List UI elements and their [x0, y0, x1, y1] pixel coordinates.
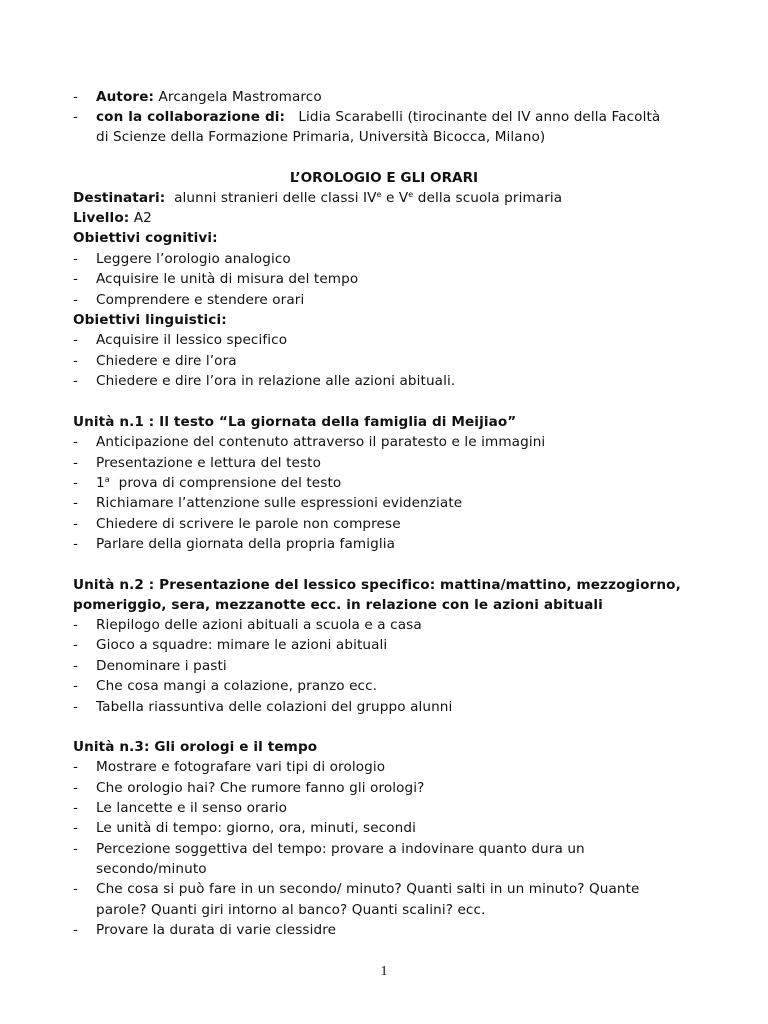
- heading-text: Unità n.3: Gli orologi e il tempo: [73, 739, 318, 755]
- destinatari-text: e V: [381, 190, 409, 206]
- list-item-cont: parole? Quanti giri intorno al banco? Quanti scalini? ecc.: [96, 902, 486, 918]
- heading-text: Obiettivi cognitivi:: [73, 230, 218, 246]
- section-heading: [73, 228, 218, 248]
- section-heading: [73, 412, 516, 432]
- bullet: -: [73, 800, 78, 816]
- collab-text-cont: di Scienze della Formazione Primaria, Università Bicocca, Milano): [96, 129, 546, 145]
- list-item: Gioco a squadre: mimare le azioni abituali: [96, 637, 388, 653]
- heading-text: Unità n.1 : Il testo “La giornata della famiglia di Meijiao”: [73, 414, 517, 430]
- author-label: Autore:: [96, 89, 155, 105]
- superscript: e: [376, 190, 382, 199]
- page-number: 1: [380, 964, 388, 979]
- destinatari-text: alunni stranieri delle classi IV: [174, 190, 377, 206]
- bullet: -: [73, 699, 78, 715]
- bullet: -: [73, 678, 78, 694]
- bullet: -: [73, 271, 78, 287]
- list-item: Percezione soggettiva del tempo: provare a indovinare quanto dura un: [96, 841, 585, 857]
- destinatari-label: Destinatari:: [73, 190, 166, 206]
- bullet: -: [73, 759, 78, 775]
- collab-line: [96, 107, 660, 127]
- bullet: -: [73, 658, 78, 674]
- list-item: Che cosa si può fare in un secondo/ minuto? Quanti salti in un minuto? Quante: [96, 881, 640, 897]
- livello-line: [73, 208, 152, 228]
- list-item: Denominare i pasti: [96, 658, 227, 674]
- collab-text: Lidia Scarabelli (tirocinante del IV anno della Facoltà: [298, 109, 661, 125]
- destinatari-text: della scuola primaria: [413, 190, 563, 206]
- list-item: Riepilogo delle azioni abituali a scuola e a casa: [96, 617, 422, 633]
- list-item-text: prova di comprensione del testo: [118, 475, 342, 491]
- superscript: e: [408, 190, 414, 199]
- destinatari-line: [73, 188, 562, 208]
- document-title: L’OROLOGIO E GLI ORARI: [289, 170, 479, 186]
- list-item: Richiamare l’attenzione sulle espressioni evidenziate: [96, 495, 463, 511]
- collab-label: con la collaborazione di:: [96, 109, 286, 125]
- bullet: -: [73, 353, 78, 369]
- livello-label: Livello:: [73, 210, 130, 226]
- bullet: -: [73, 109, 78, 125]
- bullet: -: [73, 292, 78, 308]
- section-heading: [73, 575, 681, 595]
- bullet: -: [73, 780, 78, 796]
- superscript: a: [104, 475, 110, 484]
- bullet: -: [73, 89, 78, 105]
- list-item: Tabella riassuntiva delle colazioni del gruppo alunni: [96, 699, 453, 715]
- list-item-cont: secondo/minuto: [96, 861, 207, 877]
- list-item: Le unità di tempo: giorno, ora, minuti, secondi: [96, 820, 416, 836]
- bullet: -: [73, 841, 78, 857]
- list-item: Presentazione e lettura del testo: [96, 455, 322, 471]
- list-item: Mostrare e fotografare vari tipi di orologio: [96, 759, 386, 775]
- section-heading: [73, 310, 227, 330]
- livello-value: A2: [133, 210, 152, 226]
- bullet: -: [73, 475, 78, 491]
- bullet: -: [73, 373, 78, 389]
- section-heading: [73, 737, 317, 757]
- list-item: Chiedere e dire l’ora: [96, 353, 237, 369]
- bullet: -: [73, 516, 78, 532]
- bullet: -: [73, 455, 78, 471]
- list-item: Le lancette e il senso orario: [96, 800, 288, 816]
- bullet: -: [73, 495, 78, 511]
- bullet: -: [73, 881, 78, 897]
- author-line: [96, 87, 322, 107]
- list-item: Acquisire le unità di misura del tempo: [96, 271, 359, 287]
- bullet: -: [73, 332, 78, 348]
- list-item: Chiedere e dire l’ora in relazione alle azioni abituali.: [96, 373, 456, 389]
- bullet: -: [73, 820, 78, 836]
- bullet: -: [73, 617, 78, 633]
- author-name: Arcangela Mastromarco: [158, 89, 322, 105]
- bullet: -: [73, 536, 78, 552]
- list-item: Che cosa mangi a colazione, pranzo ecc.: [96, 678, 378, 694]
- bullet: -: [73, 922, 78, 938]
- section-heading-cont: [73, 595, 603, 615]
- heading-text: Unità n.2 : Presentazione del lessico specifico: mattina/mattino, mezzogiorno,: [73, 577, 681, 593]
- list-item: Comprendere e stendere orari: [96, 292, 305, 308]
- bullet: -: [73, 251, 78, 267]
- bullet: -: [73, 434, 78, 450]
- list-item: Che orologio hai? Che rumore fanno gli orologi?: [96, 780, 425, 796]
- list-item: Parlare della giornata della propria famiglia: [96, 536, 396, 552]
- heading-text: Obiettivi linguistici:: [73, 312, 227, 328]
- list-item: Leggere l’orologio analogico: [96, 251, 291, 267]
- list-item: Anticipazione del contenuto attraverso il paratesto e le immagini: [96, 434, 546, 450]
- list-item: Acquisire il lessico specifico: [96, 332, 288, 348]
- list-item: Provare la durata di varie clessidre: [96, 922, 337, 938]
- heading-text: pomeriggio, sera, mezzanotte ecc. in relazione con le azioni abituali: [73, 597, 603, 613]
- list-item: [96, 473, 341, 493]
- bullet: -: [73, 637, 78, 653]
- list-item: Chiedere di scrivere le parole non comprese: [96, 516, 401, 532]
- ordinal-number: 1: [96, 475, 105, 491]
